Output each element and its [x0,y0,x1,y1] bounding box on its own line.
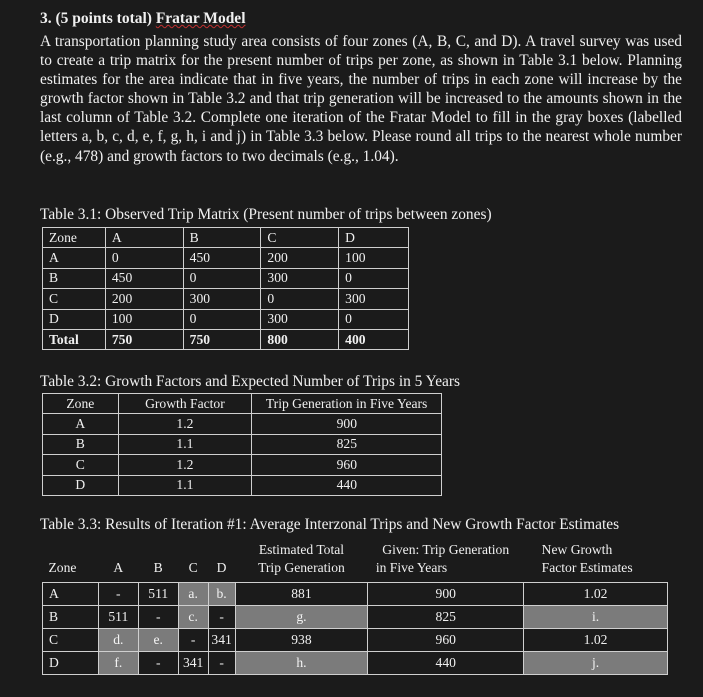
table31-header-cell: C [261,228,339,248]
table-cell: 881 [235,583,368,606]
table-cell: 200 [261,248,339,268]
header-line: Factor Estimates [541,559,633,575]
table-cell: 900 [368,583,524,606]
table-row [43,289,409,309]
table-row [43,652,668,675]
table-cell: C [43,455,119,475]
question-points: (5 points total) [55,10,152,27]
table31-header-row [43,228,409,248]
table-cell: D [43,475,119,495]
answer-box-g[interactable]: g. [235,606,368,629]
table33-header-c: C [188,559,198,575]
table-cell: 511 [138,583,178,606]
answer-box-f[interactable]: f. [98,652,138,675]
table-cell: 0 [339,268,409,288]
table-row [43,475,442,495]
table-cell: 960 [368,629,524,652]
table-cell: 750 [183,329,261,349]
table31-total-row [43,329,409,349]
answer-box-a[interactable]: a. [178,583,208,606]
table-cell: 0 [105,248,183,268]
table33-header-b: B [153,559,163,575]
table-row [43,455,442,475]
answer-box-j[interactable]: j. [524,652,668,675]
table33-header-d: D [216,559,227,575]
table33-header-new-growth [524,538,668,583]
table-row [43,414,442,434]
table-cell: 300 [261,268,339,288]
table31-header-cell: D [339,228,409,248]
table32-header-cell: Growth Factor [118,394,252,414]
answer-box-i[interactable]: i. [524,606,668,629]
header-line: Trip Generation [258,559,345,575]
table33-header-estimated [235,538,368,583]
table-cell: 511 [98,606,138,629]
table-cell: 400 [339,329,409,349]
table32-growth-factors [42,393,442,496]
table-cell: B [43,606,99,629]
table-cell: - [208,652,235,675]
table32-header-cell: Zone [43,394,119,414]
table-cell: 1.1 [118,434,252,454]
table33-header-zone: Zone [48,559,77,575]
table-cell: 1.1 [118,475,252,495]
answer-box-d[interactable]: d. [98,629,138,652]
table-cell: - [138,606,178,629]
table32-caption: Table 3.2: Growth Factors and Expected Number of Trips in 5 Years [40,373,460,390]
table-cell: 1.2 [118,414,252,434]
question-heading [40,10,246,28]
table31-observed-trip-matrix [42,227,409,350]
table-cell: 825 [368,606,524,629]
answer-box-h[interactable]: h. [235,652,368,675]
table-cell: Total [43,329,106,349]
table31-header-cell: B [183,228,261,248]
table-cell: 440 [252,475,442,495]
table-row [43,309,409,329]
table31-caption: Table 3.1: Observed Trip Matrix (Present number of trips between zones) [40,206,492,223]
table-cell: 0 [183,309,261,329]
table-cell: 1.02 [524,583,668,606]
table-cell: - [178,629,208,652]
table32-header-cell: Trip Generation in Five Years [252,394,442,414]
table-cell: 800 [261,329,339,349]
table-row [43,248,409,268]
table-row [43,629,668,652]
header-line: Estimated Total [258,542,345,557]
table-cell: C [43,629,99,652]
table-cell: 0 [339,309,409,329]
table-cell: 825 [252,434,442,454]
table-cell: 440 [368,652,524,675]
table-cell: 450 [183,248,261,268]
table-cell: A [43,583,99,606]
table-cell: D [43,652,99,675]
table-cell: 341 [178,652,208,675]
table-cell: - [138,652,178,675]
table-cell: 300 [183,289,261,309]
table-cell: 0 [183,268,261,288]
table-row [43,606,668,629]
answer-box-c[interactable]: c. [178,606,208,629]
table-cell: B [43,434,119,454]
table-cell: 450 [105,268,183,288]
table-cell: 750 [105,329,183,349]
header-line: New Growth [541,542,613,557]
table33-iteration-results [42,538,668,675]
table-row [43,583,668,606]
table-cell: 100 [339,248,409,268]
table-cell: 938 [235,629,368,652]
table31-header-cell: Zone [43,228,106,248]
question-paragraph: A transportation planning study area consists of four zones (A, B, C, and D). A travel survey was used to create a trip matrix for the present number of trips per zone, as shown in Table 3.1 below. Planning estimates for the area indicate that in five years, the number of trips in each zone will increase by the growth factor shown in Table 3.2 and that trip generation will be increased to the amounts shown in the last column of Table 3.2. Complete one iteration of the Fratar Model to fill in the gray boxes (labelled letters a, b, c, d, e, f, g, h, i and j) in Table 3.3 below. Please round all trips to the nearest whole number (e.g., 478) and growth factors to two decimals (e.g., 1.04). [40,33,682,165]
table33-header-a: A [113,559,124,575]
table-cell: 200 [105,289,183,309]
table-cell: - [208,606,235,629]
table33-header-given [368,538,524,583]
table-cell: B [43,268,106,288]
table-cell: 900 [252,414,442,434]
table-cell: 960 [252,455,442,475]
header-line: Given: Trip Generation [382,542,510,557]
table-cell: 300 [339,289,409,309]
table-cell: 1.02 [524,629,668,652]
table-cell: D [43,309,106,329]
table-cell: 300 [261,309,339,329]
header-line: in Five Years [375,559,448,575]
table-row [43,268,409,288]
table-cell: 100 [105,309,183,329]
table-cell: A [43,248,106,268]
table-cell: C [43,289,106,309]
table-cell: - [98,583,138,606]
table31-header-cell: A [105,228,183,248]
table33-header-row [43,538,668,583]
table-cell: A [43,414,119,434]
answer-box-b[interactable]: b. [208,583,235,606]
table-row [43,434,442,454]
table33-caption: Table 3.3: Results of Iteration #1: Average Interzonal Trips and New Growth Factor Estimates [40,516,620,533]
table32-header-row [43,394,442,414]
question-number: 3. [40,10,52,27]
table-cell: 341 [208,629,235,652]
table-cell: 1.2 [118,455,252,475]
question-title: Fratar Model [155,10,246,27]
table-cell: 0 [261,289,339,309]
answer-box-e[interactable]: e. [138,629,178,652]
